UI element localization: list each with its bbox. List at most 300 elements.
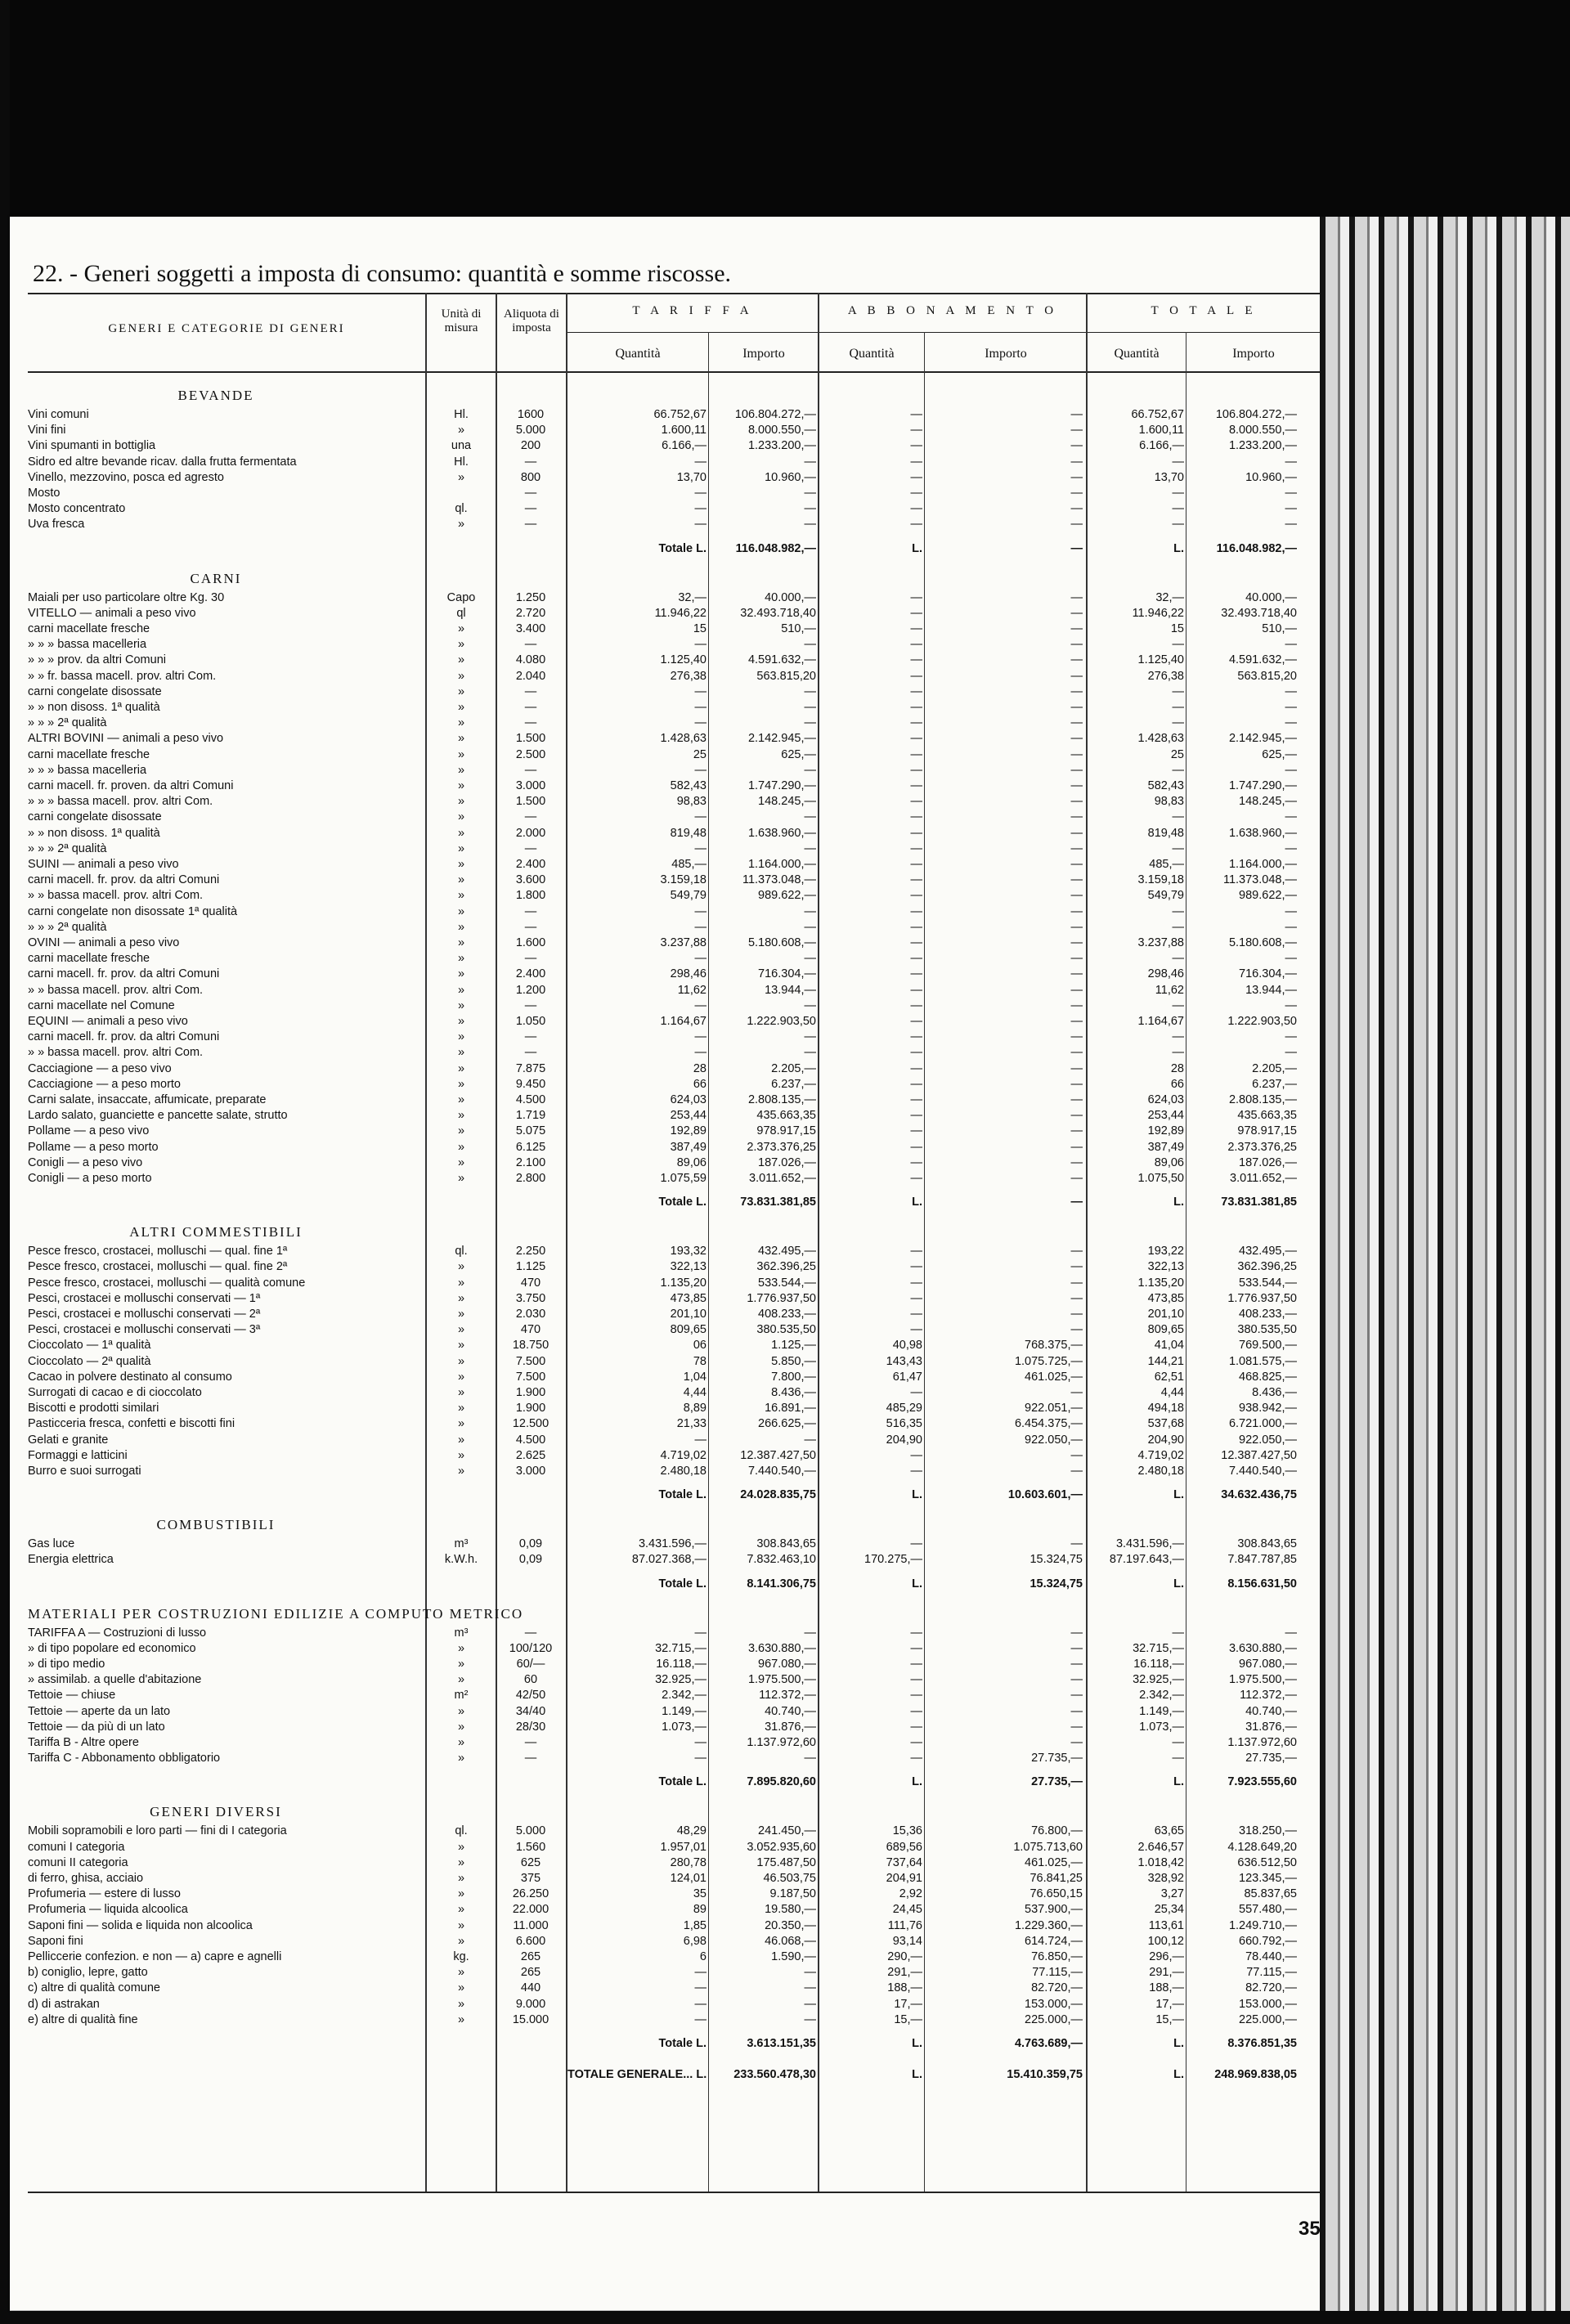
table-row xyxy=(28,888,1320,904)
cell-tq: TOTALE GENERALE... L. xyxy=(567,2068,707,2081)
table-row xyxy=(28,1092,1320,1108)
cell-label: Formaggi e latticini xyxy=(28,1448,128,1462)
cell-ti: 3.011.652,— xyxy=(749,1172,816,1185)
cell-toti: 318.250,— xyxy=(1239,1824,1297,1838)
header-bottom-rule xyxy=(28,371,1320,373)
cell-ti: 1.975.500,— xyxy=(747,1673,816,1687)
table-row xyxy=(28,455,1320,470)
cell-toti: 116.048.982,— xyxy=(1216,541,1297,555)
cell-ti: 175.487,50 xyxy=(756,1855,816,1869)
cell-label: Mobili sopramobili e loro parti — fini di I categoria xyxy=(28,1824,287,1838)
cell-tq: 6 xyxy=(699,1950,706,1963)
cell-unit: » xyxy=(457,1124,465,1138)
cell-label: Burro e suoi surrogati xyxy=(28,1465,141,1478)
cell-ti: 3.630.880,— xyxy=(747,1641,816,1655)
total-row xyxy=(28,1577,1320,1592)
cell-rate: 3.750 xyxy=(515,1291,546,1305)
cell-ti: 20.350,— xyxy=(765,1918,816,1932)
cell-aq: — xyxy=(910,1077,922,1091)
cell-totq: 3.237,88 xyxy=(1137,936,1184,949)
cell-toti: 11.373.048,— xyxy=(1222,873,1297,887)
cell-tq: 15 xyxy=(693,622,706,635)
cell-ti: 40.000,— xyxy=(765,590,816,604)
cell-label: carni macell. fr. prov. da altri Comuni xyxy=(28,967,220,981)
cell-rate: 12.500 xyxy=(512,1417,550,1431)
cell-totq: 4,44 xyxy=(1160,1386,1184,1399)
cell-ti: 11.373.048,— xyxy=(742,873,816,887)
cell-ti: — xyxy=(804,1626,816,1640)
cell-aq: — xyxy=(910,998,922,1012)
cell-tq: 1.957,01 xyxy=(660,1840,706,1854)
cell-ai: 4.763.689,— xyxy=(1014,2037,1083,2050)
cell-ai: — xyxy=(1070,810,1083,824)
cell-ai: — xyxy=(1070,1323,1083,1337)
cell-toti: 8.436,— xyxy=(1252,1386,1297,1399)
table-row xyxy=(28,1276,1320,1291)
cell-toti: 73.831.381,85 xyxy=(1221,1196,1297,1209)
cell-totq: 144,21 xyxy=(1147,1354,1184,1368)
cell-aq: 15,— xyxy=(894,2012,922,2026)
cell-label: carni macellate fresche xyxy=(28,952,150,966)
cell-unit: » xyxy=(457,701,465,714)
cell-label: Uva fresca xyxy=(28,518,85,532)
cell-ti: 533.544,— xyxy=(758,1276,816,1290)
cell-ti: 1.747.290,— xyxy=(747,779,816,792)
cell-unit: una xyxy=(451,439,472,453)
cell-totq: L. xyxy=(1173,1775,1184,1789)
cell-totq: 32.715,— xyxy=(1133,1641,1184,1655)
top-dark-band xyxy=(0,0,1570,217)
table-row xyxy=(28,606,1320,621)
cell-tq: 21,33 xyxy=(676,1417,706,1431)
cell-ai: 1.229.360,— xyxy=(1014,1918,1083,1932)
cell-rate: 2.500 xyxy=(515,747,546,761)
cell-rate: 42/50 xyxy=(515,1689,546,1703)
table-row xyxy=(28,1433,1320,1448)
cell-ai: — xyxy=(1070,983,1083,997)
cell-tq: 253,44 xyxy=(670,1109,706,1123)
cell-aq: 24,45 xyxy=(892,1903,922,1917)
cell-label: Vini comuni xyxy=(28,408,89,421)
cell-toti: 1.081.575,— xyxy=(1228,1354,1297,1368)
cell-ti: — xyxy=(804,502,816,516)
cell-ti: 1.233.200,— xyxy=(747,439,816,453)
cell-aq: — xyxy=(910,455,922,469)
table-row xyxy=(28,1140,1320,1155)
table-row xyxy=(28,1014,1320,1030)
cell-ti: 408.233,— xyxy=(758,1308,816,1321)
cell-ti: 12.387.427,50 xyxy=(740,1448,816,1462)
cell-ti: 241.450,— xyxy=(758,1824,816,1838)
table-row xyxy=(28,1464,1320,1479)
table-row xyxy=(28,438,1320,454)
cell-tq: — xyxy=(694,904,706,918)
cell-ai: — xyxy=(1070,858,1083,871)
cell-ti: 7.800,— xyxy=(771,1370,816,1384)
cell-totq: — xyxy=(1172,1736,1184,1749)
cell-ti: 73.831.381,85 xyxy=(740,1196,816,1209)
cell-totq: 188,— xyxy=(1149,1981,1184,1995)
cell-ai: 76.850,— xyxy=(1031,1950,1083,1963)
cell-ai: — xyxy=(1070,779,1083,792)
cell-unit: » xyxy=(457,1752,465,1765)
cell-toti: 40.000,— xyxy=(1245,590,1297,604)
cell-rate: 6.600 xyxy=(515,1934,546,1948)
cell-toti: — xyxy=(1285,487,1297,500)
cell-rate: — xyxy=(524,920,537,934)
cell-toti: 4.591.632,— xyxy=(1228,653,1297,667)
cell-tq: 89,06 xyxy=(676,1155,706,1169)
cell-ai: — xyxy=(1070,1626,1083,1640)
table-row xyxy=(28,1030,1320,1045)
cell-aq: — xyxy=(910,1308,922,1321)
cell-toti: 40.740,— xyxy=(1245,1704,1297,1718)
cell-ai: — xyxy=(1070,541,1083,555)
cell-tq: 387,49 xyxy=(670,1140,706,1154)
cell-unit: m³ xyxy=(454,1626,469,1640)
cell-unit: » xyxy=(457,1417,465,1431)
cell-label: Pesci, crostacei e molluschi conservati — 1ª xyxy=(28,1291,261,1305)
cell-toti: 8.156.631,50 xyxy=(1227,1577,1297,1590)
table-row xyxy=(28,1124,1320,1139)
cell-ti: 978.917,15 xyxy=(756,1124,816,1138)
cell-unit: » xyxy=(457,1641,465,1655)
header-totale: T O T A L E xyxy=(1151,304,1257,317)
table-row xyxy=(28,1688,1320,1703)
page-number: 35 xyxy=(1299,2218,1321,2240)
cell-label: » » bassa macell. prov. altri Com. xyxy=(28,889,204,903)
cell-totq: 3,27 xyxy=(1160,1887,1184,1901)
cell-toti: 10.960,— xyxy=(1245,470,1297,484)
cell-totq: — xyxy=(1172,952,1184,966)
cell-ai: 10.603.601,— xyxy=(1007,1488,1083,1502)
cell-rate: 2.100 xyxy=(515,1155,546,1169)
table-row xyxy=(28,684,1320,700)
cell-unit: ql. xyxy=(455,1824,468,1838)
cell-rate: 7.500 xyxy=(515,1370,546,1384)
cell-ai: — xyxy=(1070,1704,1083,1718)
cell-aq: — xyxy=(910,795,922,809)
table-bottom-rule xyxy=(28,2192,1320,2193)
cell-tq: 1.135,20 xyxy=(660,1276,706,1290)
cell-aq: — xyxy=(910,1109,922,1123)
cell-ai: — xyxy=(1070,841,1083,855)
section-heading-row xyxy=(28,571,1320,586)
cell-label: b) coniglio, lepre, gatto xyxy=(28,1966,148,1980)
cell-ti: — xyxy=(804,716,816,730)
cell-unit: » xyxy=(457,858,465,871)
cell-toti: 77.115,— xyxy=(1246,1966,1297,1980)
cell-aq: — xyxy=(910,1030,922,1044)
cell-aq: L. xyxy=(912,1775,922,1789)
cell-rate: 375 xyxy=(520,1872,541,1885)
cell-ai: — xyxy=(1070,826,1083,840)
cell-ai: — xyxy=(1070,732,1083,746)
cell-rate: 1.600 xyxy=(515,936,546,949)
cell-ti: 2.142.945,— xyxy=(747,732,816,746)
cell-rate: 265 xyxy=(520,1950,541,1963)
cell-toti: 148.245,— xyxy=(1239,795,1297,809)
cell-ai: 922.050,— xyxy=(1025,1433,1083,1447)
cell-ai: — xyxy=(1070,952,1083,966)
cell-tq: 28 xyxy=(693,1061,706,1075)
cell-toti: — xyxy=(1285,701,1297,714)
cell-ai: — xyxy=(1070,622,1083,635)
table-row xyxy=(28,407,1320,423)
table-row xyxy=(28,1416,1320,1432)
cell-unit: » xyxy=(457,1720,465,1734)
cell-totq: 204,90 xyxy=(1147,1433,1184,1447)
cell-unit: » xyxy=(457,1736,465,1749)
cell-label: Biscotti e prodotti similari xyxy=(28,1402,159,1415)
cell-rate: 200 xyxy=(520,439,541,453)
cell-ai: — xyxy=(1070,669,1083,683)
cell-rate: 2.800 xyxy=(515,1172,546,1185)
cell-totq: 322,13 xyxy=(1147,1260,1184,1274)
cell-totq: 16.118,— xyxy=(1133,1658,1184,1671)
table-row xyxy=(28,1307,1320,1322)
cell-ti: 24.028.835,75 xyxy=(740,1488,816,1502)
cell-tq: Totale L. xyxy=(658,1196,706,1209)
cell-totq: — xyxy=(1172,455,1184,469)
table-row xyxy=(28,794,1320,810)
cell-aq: — xyxy=(910,716,922,730)
cell-tq: — xyxy=(694,455,706,469)
cell-ti: — xyxy=(804,920,816,934)
cell-rate: 5.075 xyxy=(515,1124,546,1138)
cell-unit: » xyxy=(457,1015,465,1028)
cell-aq: 204,90 xyxy=(886,1433,922,1447)
cell-ti: — xyxy=(804,1046,816,1060)
cell-aq: — xyxy=(910,952,922,966)
cell-tq: — xyxy=(694,1433,706,1447)
cell-ti: 10.960,— xyxy=(765,470,816,484)
cell-unit: » xyxy=(457,1061,465,1075)
cell-toti: 8.000.550,— xyxy=(1228,424,1297,437)
cell-tq: 87.027.368,— xyxy=(631,1553,706,1567)
cell-tq: 25 xyxy=(693,747,706,761)
table-row xyxy=(28,778,1320,794)
cell-totq: 1.135,20 xyxy=(1137,1276,1184,1290)
cell-unit: » xyxy=(457,952,465,966)
cell-unit: » xyxy=(457,622,465,635)
table-row xyxy=(28,1887,1320,1902)
cell-aq: — xyxy=(910,1537,922,1551)
cell-toti: — xyxy=(1285,1626,1297,1640)
cell-label: Cioccolato — 2ª qualità xyxy=(28,1354,151,1368)
cell-ti: 40.740,— xyxy=(765,1704,816,1718)
cell-tq: — xyxy=(694,1966,706,1980)
table-row xyxy=(28,1871,1320,1887)
cell-totq: 2.480,18 xyxy=(1137,1465,1184,1478)
cell-label: » » bassa macell. prov. altri Com. xyxy=(28,983,204,997)
cell-unit: » xyxy=(457,1030,465,1044)
cell-label: Vini fini xyxy=(28,424,66,437)
cell-rate: 26.250 xyxy=(512,1887,550,1901)
cell-totq: 63,65 xyxy=(1154,1824,1184,1838)
cell-unit: » xyxy=(457,1903,465,1917)
table-row xyxy=(28,1997,1320,2012)
cell-ti: 2.373.376,25 xyxy=(747,1140,816,1154)
cell-aq: — xyxy=(910,487,922,500)
cell-rate: — xyxy=(524,998,537,1012)
cell-totq: 17,— xyxy=(1155,1997,1184,2011)
cell-unit: m² xyxy=(454,1689,469,1703)
cell-totq: L. xyxy=(1173,2037,1184,2050)
cell-ti: 19.580,— xyxy=(765,1903,816,1917)
cell-totq: — xyxy=(1172,1046,1184,1060)
cell-rate: 1.200 xyxy=(515,983,546,997)
table-row xyxy=(28,935,1320,951)
cell-ti: 435.663,35 xyxy=(756,1109,816,1123)
cell-rate: 1.050 xyxy=(515,1015,546,1028)
cell-unit: » xyxy=(457,795,465,809)
cell-ai: — xyxy=(1070,1061,1083,1075)
cell-label: Energia elettrica xyxy=(28,1553,114,1567)
cell-totq: 387,49 xyxy=(1147,1140,1184,1154)
cell-tq: — xyxy=(694,1752,706,1765)
cell-ti: — xyxy=(804,763,816,777)
cell-label: Pesce fresco, crostacei, molluschi — qual. fine 2ª xyxy=(28,1260,288,1274)
cell-toti: 922.050,— xyxy=(1239,1433,1297,1447)
cell-totq: — xyxy=(1172,920,1184,934)
cell-tq: 6.166,— xyxy=(662,439,706,453)
table-row xyxy=(28,1641,1320,1657)
cell-tq: 66.752,67 xyxy=(653,408,706,421)
cell-tq: 582,43 xyxy=(670,779,706,792)
cell-label: e) altre di qualità fine xyxy=(28,2012,138,2026)
cell-tq: — xyxy=(694,1736,706,1749)
cell-ti: 9.187,50 xyxy=(769,1887,816,1901)
header-importo-abbonamento: Importo xyxy=(985,347,1027,361)
cell-totq: 1.018,42 xyxy=(1137,1855,1184,1869)
cell-rate: — xyxy=(524,1030,537,1044)
cell-aq: — xyxy=(910,424,922,437)
cell-aq: — xyxy=(910,747,922,761)
table-row xyxy=(28,590,1320,606)
cell-ai: — xyxy=(1070,701,1083,714)
cell-ti: 46.503,75 xyxy=(763,1872,816,1885)
cell-ai: — xyxy=(1070,408,1083,421)
cell-aq: — xyxy=(910,1093,922,1106)
cell-ti: — xyxy=(804,455,816,469)
cell-totq: 25 xyxy=(1170,747,1184,761)
cell-tq: — xyxy=(694,1030,706,1044)
cell-tq: — xyxy=(694,1997,706,2011)
cell-tq: 473,85 xyxy=(670,1291,706,1305)
cell-toti: 408.233,— xyxy=(1239,1308,1297,1321)
cell-aq: — xyxy=(910,967,922,981)
cell-unit: » xyxy=(457,826,465,840)
page-title: 22. - Generi soggetti a imposta di consumo: quantità e somme riscosse. xyxy=(33,260,732,287)
cell-unit: kg. xyxy=(453,1950,469,1963)
cell-ti: 8.000.550,— xyxy=(747,424,816,437)
cell-totq: 549,79 xyxy=(1147,889,1184,903)
cell-toti: 2.808.135,— xyxy=(1228,1093,1297,1106)
cell-ai: — xyxy=(1070,1689,1083,1703)
cell-aq: — xyxy=(910,1015,922,1028)
cell-totq: 1.125,40 xyxy=(1137,653,1184,667)
cell-ai: — xyxy=(1070,763,1083,777)
table-row xyxy=(28,2012,1320,2028)
cell-ai: — xyxy=(1070,439,1083,453)
cell-ti: 16.891,— xyxy=(765,1402,816,1415)
cell-ti: 1.590,— xyxy=(771,1950,816,1963)
cell-tq: — xyxy=(694,716,706,730)
cell-tq: 3.431.596,— xyxy=(638,1537,706,1551)
cell-label: Profumeria — liquida alcoolica xyxy=(28,1903,188,1917)
cell-aq: — xyxy=(910,669,922,683)
table-row xyxy=(28,904,1320,920)
cell-ti: — xyxy=(804,1433,816,1447)
cell-ai: — xyxy=(1070,455,1083,469)
cell-unit: » xyxy=(457,653,465,667)
cell-rate: 7.875 xyxy=(515,1061,546,1075)
cell-tq: 809,65 xyxy=(670,1323,706,1337)
cell-aq: — xyxy=(910,606,922,620)
cell-tq: — xyxy=(694,920,706,934)
cell-label: » » » bassa macelleria xyxy=(28,638,147,652)
cell-ai: 6.454.375,— xyxy=(1014,1417,1083,1431)
cell-unit: » xyxy=(457,1433,465,1447)
cell-toti: 7.440.540,— xyxy=(1228,1465,1297,1478)
cell-ai: 461.025,— xyxy=(1025,1370,1083,1384)
cell-totq: 192,89 xyxy=(1147,1124,1184,1138)
cell-tq: — xyxy=(694,998,706,1012)
header-abbonamento: A B B O N A M E N T O xyxy=(847,304,1058,317)
cell-label: carni macellate fresche xyxy=(28,622,150,635)
cell-label: Pesci, crostacei e molluschi conservati — 2ª xyxy=(28,1308,261,1321)
cell-tq: 32.925,— xyxy=(655,1673,706,1687)
cell-toti: 563.815,20 xyxy=(1237,669,1297,683)
cell-ai: 768.375,— xyxy=(1025,1339,1083,1353)
cell-aq: 204,91 xyxy=(886,1872,922,1885)
cell-ai: 27.735,— xyxy=(1031,1752,1083,1765)
total-row xyxy=(28,2036,1320,2052)
cell-label: Pasticceria fresca, confetti e biscotti fini xyxy=(28,1417,236,1431)
cell-tq: Totale L. xyxy=(658,2037,706,2050)
cell-totq: — xyxy=(1172,841,1184,855)
cell-ai: — xyxy=(1070,502,1083,516)
cell-unit: » xyxy=(457,1840,465,1854)
cell-tq: — xyxy=(694,502,706,516)
cell-totq: 582,43 xyxy=(1147,779,1184,792)
cell-toti: 225.000,— xyxy=(1239,2012,1297,2026)
cell-tq: — xyxy=(694,487,706,500)
cell-aq: 111,76 xyxy=(887,1918,922,1932)
cell-aq: 737,64 xyxy=(886,1855,922,1869)
cell-aq: — xyxy=(910,1124,922,1138)
cell-label: OVINI — animali a peso vivo xyxy=(28,936,180,949)
cell-tq: 3.237,88 xyxy=(660,936,706,949)
cell-rate: — xyxy=(524,763,537,777)
cell-totq: 1.149,— xyxy=(1139,1704,1184,1718)
cell-rate: 60 xyxy=(523,1673,538,1687)
cell-label: Gas luce xyxy=(28,1537,75,1551)
cell-aq: L. xyxy=(912,1488,922,1502)
cell-aq: — xyxy=(910,439,922,453)
cell-totq: 28 xyxy=(1170,1061,1184,1075)
cell-aq: — xyxy=(910,1260,922,1274)
cell-rate: 4.080 xyxy=(515,653,546,667)
table-row xyxy=(28,501,1320,517)
table-row xyxy=(28,1949,1320,1965)
cell-aq: 93,14 xyxy=(892,1934,922,1948)
cell-totq: 98,83 xyxy=(1154,795,1184,809)
cell-toti: 380.535,50 xyxy=(1237,1323,1297,1337)
cell-ai: — xyxy=(1070,1245,1083,1258)
cell-label: CARNI xyxy=(190,570,242,586)
